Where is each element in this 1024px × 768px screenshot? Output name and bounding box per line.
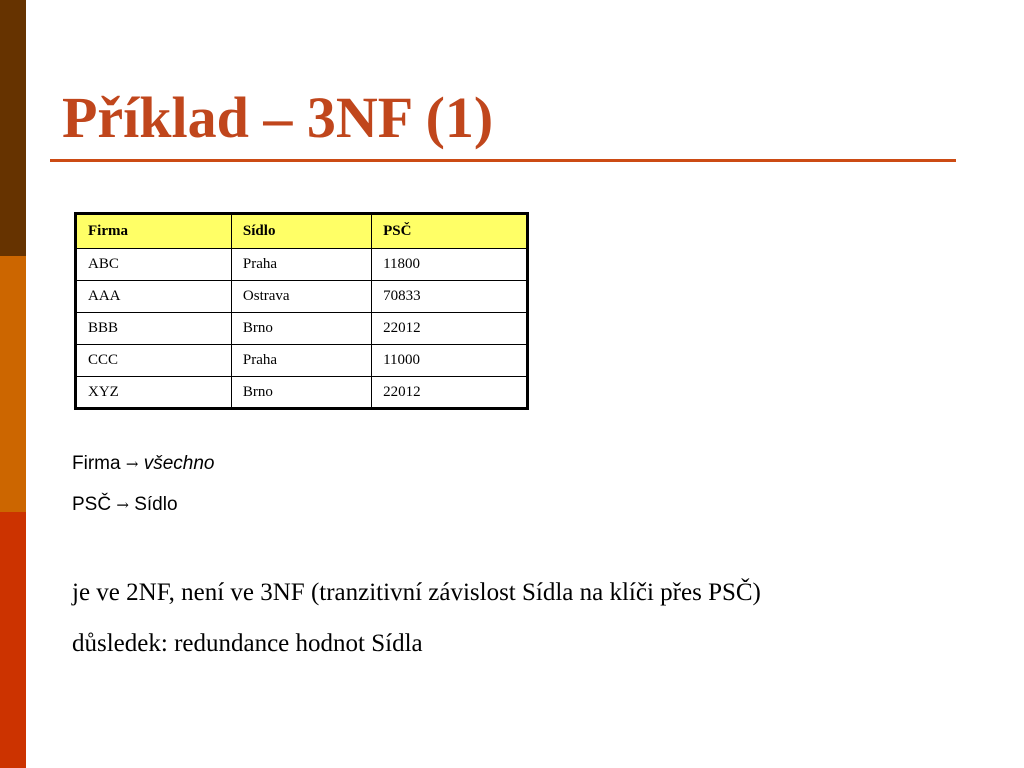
dependency-psc-sidlo [72,493,178,517]
cell-psc: 70833 [372,281,528,313]
cell-firma: ABC [76,249,232,281]
sidebar-stripe-middle [0,256,26,512]
slide-title: Příklad – 3NF (1) [62,85,494,150]
column-header-sidlo: Sídlo [231,214,371,249]
statement-consequence: důsledek: redundance hodnot Sídla [72,630,423,657]
cell-psc: 22012 [372,377,528,409]
table-row [76,313,528,345]
dependency-firma-all [72,452,214,476]
right-arrow-icon: → [116,496,129,514]
right-arrow-icon: → [125,455,139,473]
dependency-lhs: Firma [72,453,121,474]
cell-psc: 11000 [372,345,528,377]
table-row [76,377,528,409]
cell-sidlo: Praha [231,345,371,377]
cell-psc: 11800 [372,249,528,281]
title-divider [50,159,956,162]
dependency-lhs: PSČ [72,494,112,515]
cell-psc: 22012 [372,313,528,345]
cell-firma: AAA [76,281,232,313]
company-table [74,212,529,410]
cell-firma: CCC [76,345,232,377]
table-row [76,249,528,281]
table-row [76,281,528,313]
cell-sidlo: Brno [231,313,371,345]
cell-firma: BBB [76,313,232,345]
cell-sidlo: Ostrava [231,281,371,313]
sidebar-stripe-bottom [0,512,26,768]
sidebar-stripe-top [0,0,26,256]
table-row [76,345,528,377]
statement-normal-form: je ve 2NF, není ve 3NF (tranzitivní závislost Sídla na klíči přes PSČ) [72,579,761,606]
table-header-row [76,214,528,249]
cell-sidlo: Brno [231,377,371,409]
column-header-psc: PSČ [372,214,528,249]
cell-sidlo: Praha [231,249,371,281]
dependency-rhs: Sídlo [134,494,178,515]
cell-firma: XYZ [76,377,232,409]
column-header-firma: Firma [76,214,232,249]
dependency-rhs: všechno [143,453,215,474]
